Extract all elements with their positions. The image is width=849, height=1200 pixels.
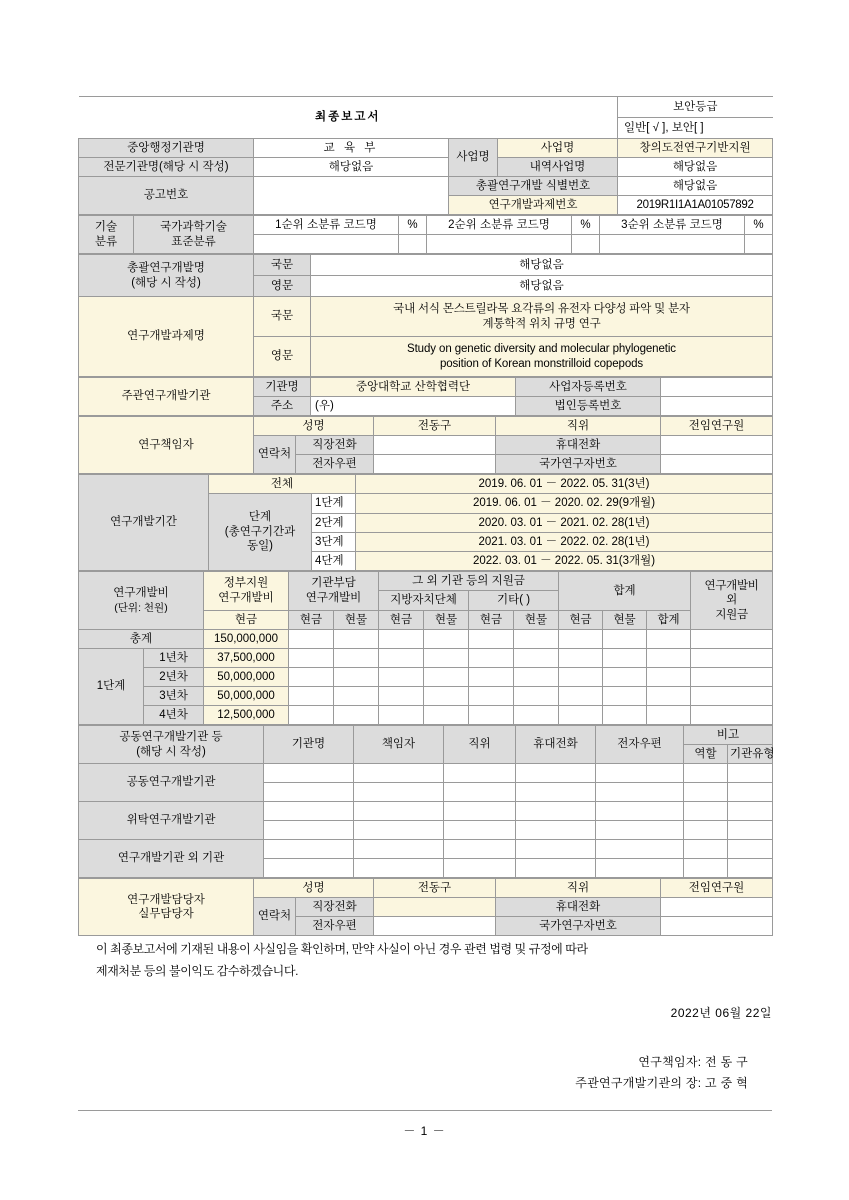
pi-name-value: 전동구	[374, 417, 496, 436]
project-english-value: Study on genetic diversity and molecular phylogenetic position of Korean monstrilloid copepods	[311, 337, 773, 377]
joint-email-header: 전자우편	[596, 726, 684, 764]
program-label: 사업명	[498, 139, 618, 158]
joint-role-header: 역할	[684, 745, 728, 764]
contact-position-value: 전임연구원	[661, 879, 773, 898]
host-address-value: (우)	[311, 397, 516, 416]
joint-cell	[444, 859, 516, 878]
overall-korean-value: 해당없음	[311, 255, 773, 276]
budget-cell	[289, 649, 334, 668]
signature-date: 2022년 06월 22일	[670, 1006, 772, 1020]
joint-remarks-header: 비고	[684, 726, 773, 745]
contact-name-value: 전동구	[374, 879, 496, 898]
budget-cell	[334, 687, 379, 706]
budget-etc-inkind-label: 현물	[514, 610, 559, 629]
budget-inst-label: 기관부담 연구개발비	[289, 572, 379, 611]
budget-cell	[647, 687, 691, 706]
budget-cell	[424, 630, 469, 649]
tech-class-col2-pct-value	[572, 235, 600, 254]
notice-number-label: 공고번호	[79, 177, 254, 215]
budget-total-cash-label: 현금	[559, 610, 603, 629]
period-stage-2-label: 2단계	[312, 514, 356, 533]
budget-cell	[379, 630, 424, 649]
budget-cell	[514, 630, 559, 649]
joint-cell	[684, 859, 728, 878]
budget-gov-cash: 50,000,000	[204, 687, 289, 706]
joint-cell	[264, 821, 354, 840]
budget-cell	[469, 668, 514, 687]
budget-year-label: 1년차	[144, 649, 204, 668]
subprogram-label: 내역사업명	[498, 158, 618, 177]
tech-class-col3-pct-label: %	[745, 216, 773, 235]
pi-mobile-label: 휴대전화	[496, 436, 661, 455]
joint-cell	[728, 764, 773, 783]
biz-reg-value	[661, 378, 773, 397]
joint-cell	[516, 783, 596, 802]
joint-position-header: 직위	[444, 726, 516, 764]
contact-office-phone-label: 직장전화	[296, 898, 374, 917]
joint-cell	[354, 840, 444, 859]
budget-cell	[647, 649, 691, 668]
budget-cell	[379, 668, 424, 687]
table-row	[79, 840, 773, 859]
budget-grand-total-gov-cash: 150,000,000	[204, 630, 289, 649]
period-label: 연구개발기간	[79, 475, 209, 571]
notice-number-value	[254, 177, 449, 215]
tech-class-label: 기술 분류	[79, 216, 134, 254]
contact-researcher-id-label: 국가연구자번호	[496, 917, 661, 936]
table-row	[79, 687, 773, 706]
signature-pi: 연구책임자: 전 동 구	[638, 1055, 748, 1069]
signature-block	[0, 1052, 748, 1094]
joint-cell	[596, 764, 684, 783]
budget-cell	[691, 687, 773, 706]
budget-gov-cash: 37,500,000	[204, 649, 289, 668]
corp-reg-label: 법인등록번호	[516, 397, 661, 416]
budget-inst-inkind-label: 현물	[334, 610, 379, 629]
budget-cell	[514, 649, 559, 668]
budget-gov-label: 정부지원 연구개발비	[204, 572, 289, 611]
budget-cell	[469, 687, 514, 706]
joint-row-label-entrusted: 위탁연구개발기관	[79, 802, 264, 840]
joint-cell	[264, 783, 354, 802]
budget-cell	[334, 706, 379, 725]
joint-cell	[596, 840, 684, 859]
budget-cell	[424, 649, 469, 668]
budget-gov-cash-label: 현금	[204, 610, 289, 629]
budget-cell	[424, 668, 469, 687]
pi-position-label: 직위	[496, 417, 661, 436]
joint-cell	[596, 859, 684, 878]
budget-etc-cash-label: 현금	[469, 610, 514, 629]
budget-cell	[334, 630, 379, 649]
budget-local-cash-label: 현금	[379, 610, 424, 629]
budget-year-label: 2년차	[144, 668, 204, 687]
security-grade-label: 보안등급	[618, 97, 773, 118]
joint-cell	[684, 802, 728, 821]
budget-cell	[289, 706, 334, 725]
joint-cell	[516, 802, 596, 821]
budget-other-label: 그 외 기관 등의 지원금	[379, 572, 559, 591]
contact-person-table	[78, 878, 773, 936]
budget-cell	[647, 706, 691, 725]
period-stage-4-label: 4단계	[312, 552, 356, 571]
overall-id-value: 해당없음	[618, 177, 773, 196]
contact-mobile-label: 휴대전화	[496, 898, 661, 917]
joint-cell	[728, 783, 773, 802]
table-row	[79, 649, 773, 668]
budget-cell	[603, 687, 647, 706]
joint-cell	[684, 840, 728, 859]
central-agency-label: 중앙행정기관명	[79, 139, 254, 158]
contact-name-label: 성명	[254, 879, 374, 898]
budget-outside-label: 연구개발비 외 지원금	[691, 572, 773, 630]
budget-gov-cash: 12,500,000	[204, 706, 289, 725]
tech-class-col1-pct-label: %	[399, 216, 427, 235]
contact-person-label: 연구개발담당자 실무담당자	[79, 879, 254, 936]
period-stage-3-value: 2021. 03. 01 － 2022. 02. 28(1년)	[356, 533, 773, 552]
pi-office-phone-value	[374, 436, 496, 455]
budget-cell	[603, 706, 647, 725]
budget-cell	[334, 668, 379, 687]
joint-cell	[516, 821, 596, 840]
joint-cell	[354, 802, 444, 821]
joint-cell	[684, 764, 728, 783]
report-cover-sheet	[78, 96, 775, 936]
pi-name-label: 성명	[254, 417, 374, 436]
joint-cell	[596, 783, 684, 802]
joint-cell	[354, 821, 444, 840]
budget-cell	[424, 706, 469, 725]
pi-email-label: 전자우편	[296, 455, 374, 474]
table-row	[79, 630, 773, 649]
budget-cell	[514, 687, 559, 706]
budget-etc-label: 기타( )	[469, 591, 559, 610]
project-english-label: 영문	[254, 337, 311, 377]
joint-cell	[354, 764, 444, 783]
host-name-label: 기관명	[254, 378, 311, 397]
budget-cell	[603, 630, 647, 649]
tech-class-col2-name: 2순위 소분류 코드명	[427, 216, 572, 235]
joint-cell	[264, 764, 354, 783]
contact-office-phone-value	[374, 898, 496, 917]
pi-mobile-value	[661, 436, 773, 455]
budget-cell	[559, 668, 603, 687]
budget-cell	[691, 706, 773, 725]
contact-researcher-id-value	[661, 917, 773, 936]
budget-cell	[559, 706, 603, 725]
signature-institution-head: 주관연구개발기관의 장: 고 중 혁	[575, 1076, 748, 1090]
period-stage-1-value: 2019. 06. 01 － 2020. 02. 29(9개월)	[356, 494, 773, 514]
header-table	[78, 96, 773, 215]
joint-cell	[444, 802, 516, 821]
joint-cell	[354, 783, 444, 802]
joint-cell	[444, 821, 516, 840]
tech-classification-table	[78, 215, 773, 254]
budget-cell	[603, 668, 647, 687]
budget-total-label: 합계	[559, 572, 691, 611]
project-number-value: 2019R1I1A1A01057892	[618, 196, 773, 215]
joint-cell	[684, 821, 728, 840]
budget-cell	[379, 706, 424, 725]
joint-cell	[728, 802, 773, 821]
project-name-label: 연구개발과제명	[79, 297, 254, 377]
budget-cell	[603, 649, 647, 668]
period-stage-4-value: 2022. 03. 01 － 2022. 05. 31(3개월)	[356, 552, 773, 571]
tech-class-col1-name: 1순위 소분류 코드명	[254, 216, 399, 235]
budget-inst-cash-label: 현금	[289, 610, 334, 629]
budget-cell	[691, 630, 773, 649]
joint-row-label-other: 연구개발기관 외 기관	[79, 840, 264, 878]
declaration-statement	[96, 938, 756, 982]
corp-reg-value	[661, 397, 773, 416]
budget-cell	[559, 630, 603, 649]
joint-cell	[516, 840, 596, 859]
host-institution-table	[78, 377, 773, 416]
host-name-value: 중앙대학교 산학협력단	[311, 378, 516, 397]
pi-label: 연구책임자	[79, 417, 254, 474]
budget-cell	[559, 687, 603, 706]
joint-cell	[444, 840, 516, 859]
overall-english-value: 해당없음	[311, 276, 773, 297]
tech-class-col1-pct-value	[399, 235, 427, 254]
program-value: 창의도전연구기반지원	[618, 139, 773, 158]
budget-cell	[469, 630, 514, 649]
budget-cell	[691, 668, 773, 687]
project-korean-value: 국내 서식 몬스트릴라목 요각류의 유전자 다양성 파악 및 분자 계통학적 위치 규명 연구	[311, 297, 773, 337]
joint-name-header: 기관명	[264, 726, 354, 764]
budget-total-inkind-label: 현물	[603, 610, 647, 629]
joint-cell	[728, 859, 773, 878]
period-stage-2-value: 2020. 03. 01 － 2021. 02. 28(1년)	[356, 514, 773, 533]
joint-cell	[354, 859, 444, 878]
budget-year-label: 3년차	[144, 687, 204, 706]
tech-class-col3-name: 3순위 소분류 코드명	[600, 216, 745, 235]
pi-email-value	[374, 455, 496, 474]
subprogram-value: 해당없음	[618, 158, 773, 177]
footer-divider	[78, 1110, 772, 1111]
contact-email-label: 전자우편	[296, 917, 374, 936]
budget-local-inkind-label: 현물	[424, 610, 469, 629]
overall-id-label: 총괄연구개발 식별번호	[449, 177, 618, 196]
project-number-label: 연구개발과제번호	[449, 196, 618, 215]
pi-contact-label: 연락처	[254, 436, 296, 474]
budget-cell	[379, 687, 424, 706]
budget-year-label: 4년차	[144, 706, 204, 725]
security-grade-value: 일반[ √ ], 보안[ ]	[618, 118, 773, 139]
joint-cell	[684, 783, 728, 802]
budget-total-sum-label: 합계	[647, 610, 691, 629]
declaration-line-2: 제재처분 등의 불이익도 감수하겠습니다.	[96, 964, 299, 979]
period-total-value: 2019. 06. 01 － 2022. 05. 31(3년)	[356, 475, 773, 494]
project-name-table	[78, 254, 773, 377]
budget-cell	[691, 649, 773, 668]
program-group-label: 사업명	[449, 139, 498, 177]
overall-english-label: 영문	[254, 276, 311, 297]
joint-cell	[264, 840, 354, 859]
budget-gov-cash: 50,000,000	[204, 668, 289, 687]
budget-cell	[647, 630, 691, 649]
budget-cell	[289, 668, 334, 687]
joint-mobile-header: 휴대전화	[516, 726, 596, 764]
pi-researcher-id-value	[661, 455, 773, 474]
budget-cell	[379, 649, 424, 668]
budget-localgov-label: 지방자치단체	[379, 591, 469, 610]
period-stage-1-label: 1단계	[312, 494, 356, 514]
contact-contact-label: 연락처	[254, 898, 296, 936]
joint-insttype-header: 기관유형	[728, 745, 773, 764]
research-period-table	[78, 474, 773, 571]
specialized-agency-label: 전문기관명(해당 시 작성)	[79, 158, 254, 177]
table-row	[79, 706, 773, 725]
joint-cell	[444, 783, 516, 802]
joint-cell	[596, 802, 684, 821]
joint-cell	[728, 840, 773, 859]
declaration-line-1: 이 최종보고서에 기재된 내용이 사실임을 확인하며, 만약 사실이 아닌 경우 관련 법령 및 규정에 따라	[96, 942, 588, 956]
budget-cell	[469, 649, 514, 668]
joint-cell	[596, 821, 684, 840]
period-stage-label: 단계 (총연구기간과 동일)	[209, 494, 312, 571]
budget-cell	[469, 706, 514, 725]
project-korean-label: 국문	[254, 297, 311, 337]
budget-cell	[514, 668, 559, 687]
joint-cell	[728, 821, 773, 840]
joint-row-label-coop: 공동연구개발기관	[79, 764, 264, 802]
biz-reg-label: 사업자등록번호	[516, 378, 661, 397]
pi-researcher-id-label: 국가연구자번호	[496, 455, 661, 474]
joint-institution-table	[78, 725, 773, 878]
specialized-agency-value: 해당없음	[254, 158, 449, 177]
standard-class-label: 국가과학기술 표준분류	[134, 216, 254, 254]
tech-class-col1-value	[254, 235, 399, 254]
principal-investigator-table	[78, 416, 773, 474]
pi-office-phone-label: 직장전화	[296, 436, 374, 455]
joint-cell	[444, 764, 516, 783]
page-title: 최종보고서	[79, 97, 618, 139]
joint-manager-header: 책임자	[354, 726, 444, 764]
contact-mobile-value	[661, 898, 773, 917]
budget-cell	[289, 687, 334, 706]
table-row	[79, 668, 773, 687]
tech-class-col3-pct-value	[745, 235, 773, 254]
host-institution-label: 주관연구개발기관	[79, 378, 254, 416]
host-address-label: 주소	[254, 397, 311, 416]
budget-cell	[514, 706, 559, 725]
table-row	[79, 802, 773, 821]
budget-cell	[289, 630, 334, 649]
budget-grand-total-label: 총계	[79, 630, 204, 649]
tech-class-col2-pct-label: %	[572, 216, 600, 235]
tech-class-col3-value	[600, 235, 745, 254]
table-row	[79, 764, 773, 783]
contact-position-label: 직위	[496, 879, 661, 898]
joint-cell	[516, 859, 596, 878]
budget-label: 연구개발비 (단위: 천원)	[79, 572, 204, 630]
period-stage-3-label: 3단계	[312, 533, 356, 552]
joint-label: 공동연구개발기관 등 (해당 시 작성)	[79, 726, 264, 764]
central-agency-value: 교 육 부	[254, 139, 449, 158]
budget-table	[78, 571, 773, 725]
tech-class-col2-value	[427, 235, 572, 254]
period-total-label: 전체	[209, 475, 356, 494]
overall-korean-label: 국문	[254, 255, 311, 276]
budget-stage-group-label: 1단계	[79, 649, 144, 725]
joint-cell	[516, 764, 596, 783]
contact-email-value	[374, 917, 496, 936]
pi-position-value: 전임연구원	[661, 417, 773, 436]
page-number: － 1 －	[403, 1124, 446, 1138]
overall-project-name-label: 총괄연구개발명 (해당 시 작성)	[79, 255, 254, 297]
budget-cell	[647, 668, 691, 687]
joint-cell	[264, 802, 354, 821]
budget-cell	[424, 687, 469, 706]
joint-cell	[264, 859, 354, 878]
budget-cell	[559, 649, 603, 668]
budget-cell	[334, 649, 379, 668]
